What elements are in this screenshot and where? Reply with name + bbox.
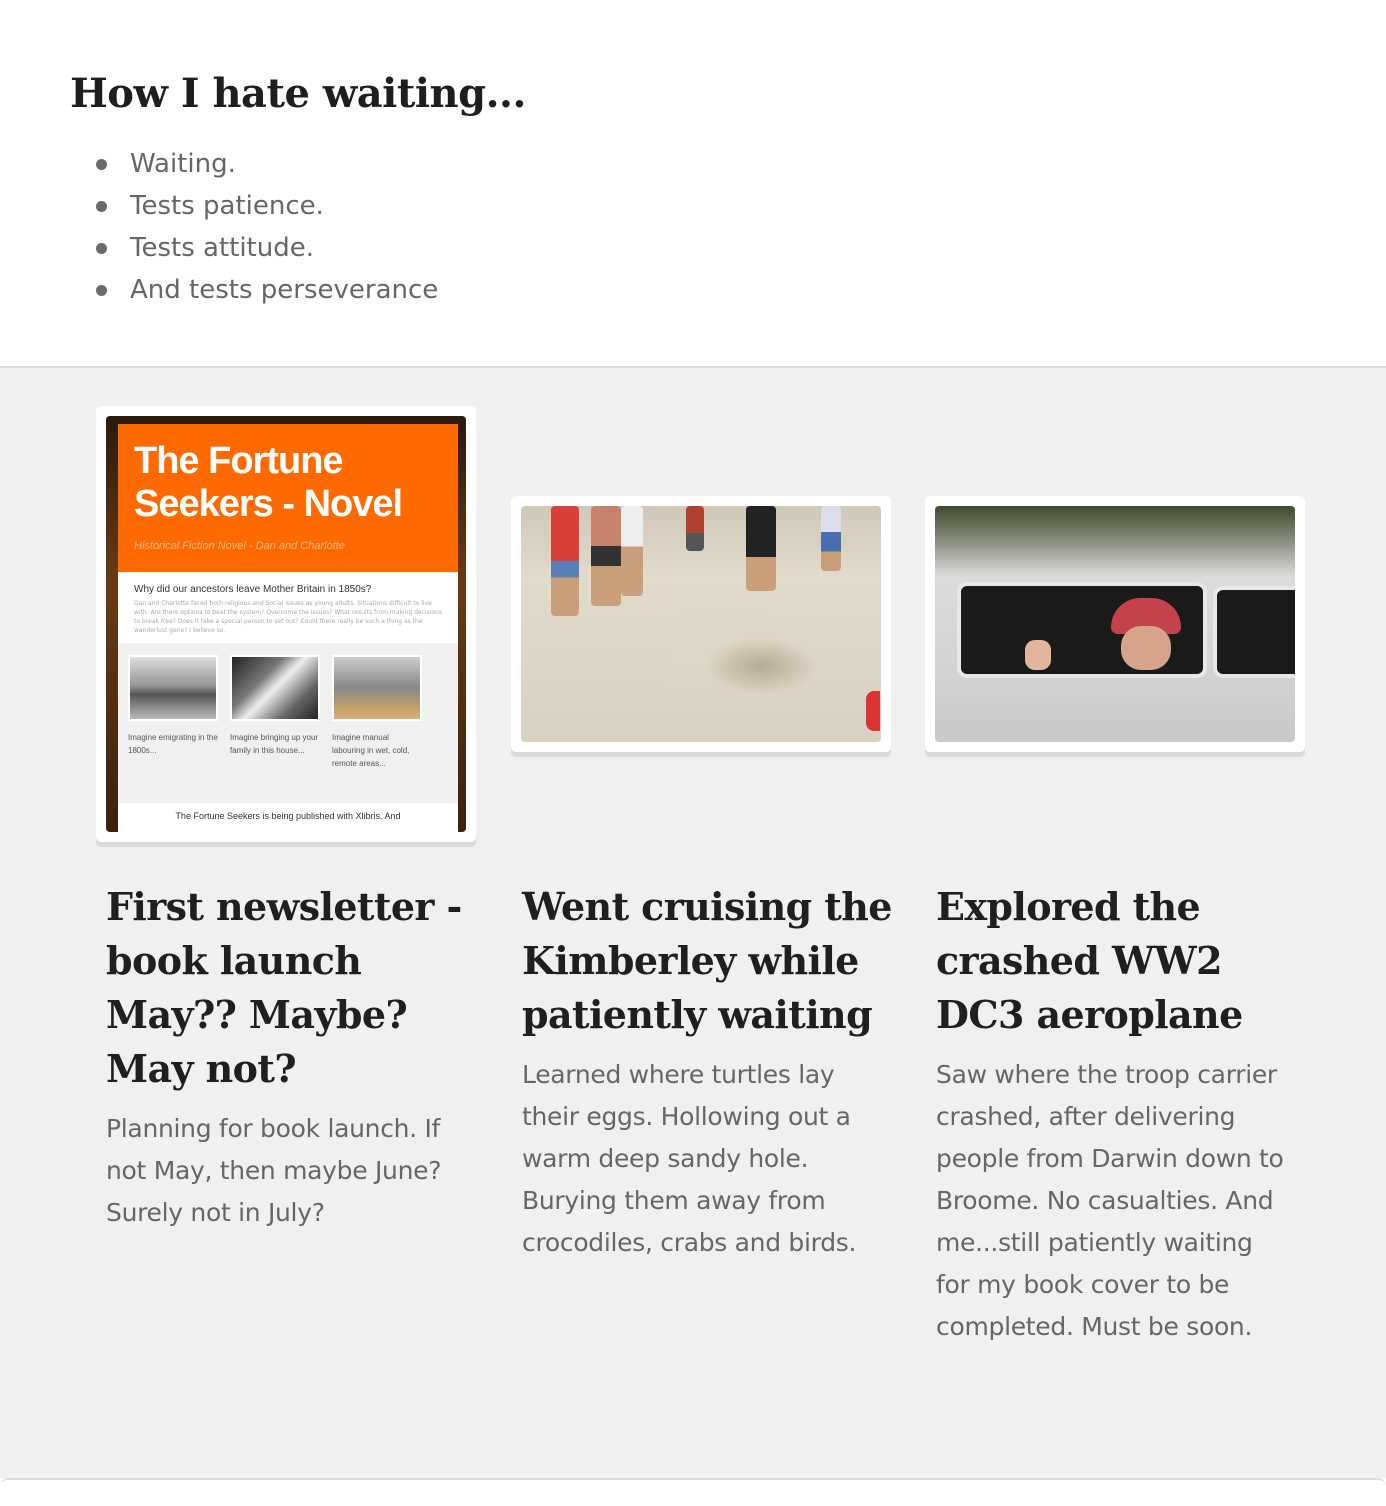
post-title[interactable]: Went cruising the Kimberley while patiently waiting <box>522 884 892 1037</box>
bullet-text: And tests perseverance <box>130 275 439 305</box>
face <box>1121 626 1171 670</box>
newsletter-images-row <box>118 643 458 803</box>
aeroplane-photo[interactable] <box>935 506 1295 742</box>
person-figure <box>866 691 880 731</box>
newsletter-image[interactable] <box>106 416 466 832</box>
newsletter-caption: Imagine emigrating in the 1800s... <box>128 733 218 755</box>
person-figure <box>591 506 621 606</box>
bullet-text: Tests attitude. <box>130 233 314 263</box>
post-title[interactable]: First newsletter - book launch May?? Maybe? May not? <box>106 884 462 1091</box>
page-title: How I hate waiting... <box>70 70 526 117</box>
person-figure <box>551 506 579 616</box>
bullet-text: Waiting. <box>130 149 236 179</box>
post-excerpt: Learned where turtles lay their eggs. Hollowing out a warm deep sandy hole. Burying them away from crocodiles, crabs and birds. <box>522 1060 857 1257</box>
bullet-list <box>94 143 438 311</box>
bullet-text: Tests patience. <box>130 191 324 221</box>
hand <box>1025 640 1051 670</box>
plane-window <box>957 582 1207 678</box>
bullet-item <box>94 185 438 227</box>
intro-section <box>0 0 1386 366</box>
bullet-dot-icon <box>96 159 107 170</box>
bullet-item <box>94 143 438 185</box>
person-figure <box>821 506 841 571</box>
newsletter-header <box>118 424 458 572</box>
bullet-dot-icon <box>96 201 107 212</box>
newsletter-title: The Fortune <box>134 440 343 482</box>
post-excerpt: Saw where the troop carrier crashed, after delivering people from Darwin down to Broome. No casualties. And me...still patiently waiting for my book cover to be completed. Must be soon. <box>936 1060 1284 1341</box>
newsletter-subtitle: Historical Fiction Novel - Dan and Charlotte <box>134 540 345 552</box>
newsletter-question: Why did our ancestors leave Mother Britain in 1850s? <box>134 584 372 595</box>
house-photo <box>230 655 320 721</box>
bullet-dot-icon <box>96 243 107 254</box>
newsletter-footer: The Fortune Seekers is being published with Xlibris. And <box>175 811 401 821</box>
bullet-item <box>94 269 438 311</box>
newsletter-caption: Imagine bringing up your family in this house... <box>230 733 319 755</box>
post-title[interactable]: Explored the crashed WW2 DC3 aeroplane <box>936 884 1243 1037</box>
beach-photo[interactable] <box>521 506 881 742</box>
newsletter-title: Seekers - Novel <box>134 483 403 525</box>
post-image-frame[interactable] <box>511 496 891 752</box>
post-excerpt: Planning for book launch. If not May, then maybe June? Surely not in July? <box>106 1114 442 1227</box>
labour-photo <box>332 655 422 721</box>
bullet-dot-icon <box>96 285 107 296</box>
post-image-frame[interactable] <box>925 496 1305 752</box>
bullet-item <box>94 227 438 269</box>
next-section-edge <box>0 1478 1386 1506</box>
person-figure <box>746 506 776 591</box>
blog-gallery <box>0 366 1386 1478</box>
post-image-frame[interactable] <box>96 406 476 842</box>
ships-photo <box>128 655 218 721</box>
person-figure <box>621 506 643 596</box>
person-figure <box>686 506 704 551</box>
newsletter-caption: Imagine manual labouring in wet, cold, remote areas... <box>332 733 410 768</box>
plane-window <box>1213 586 1295 678</box>
newsletter-paragraph: Dan and Charlotte faced both religious and Social issues as young adults. Situations difficult to live with. Are there options to beat the system? Overcome the issues? What results from making decisions to break free? Does it take a special person to set out? Could there really be such a thing as the wanderlust gene? I believe so. <box>134 600 442 634</box>
